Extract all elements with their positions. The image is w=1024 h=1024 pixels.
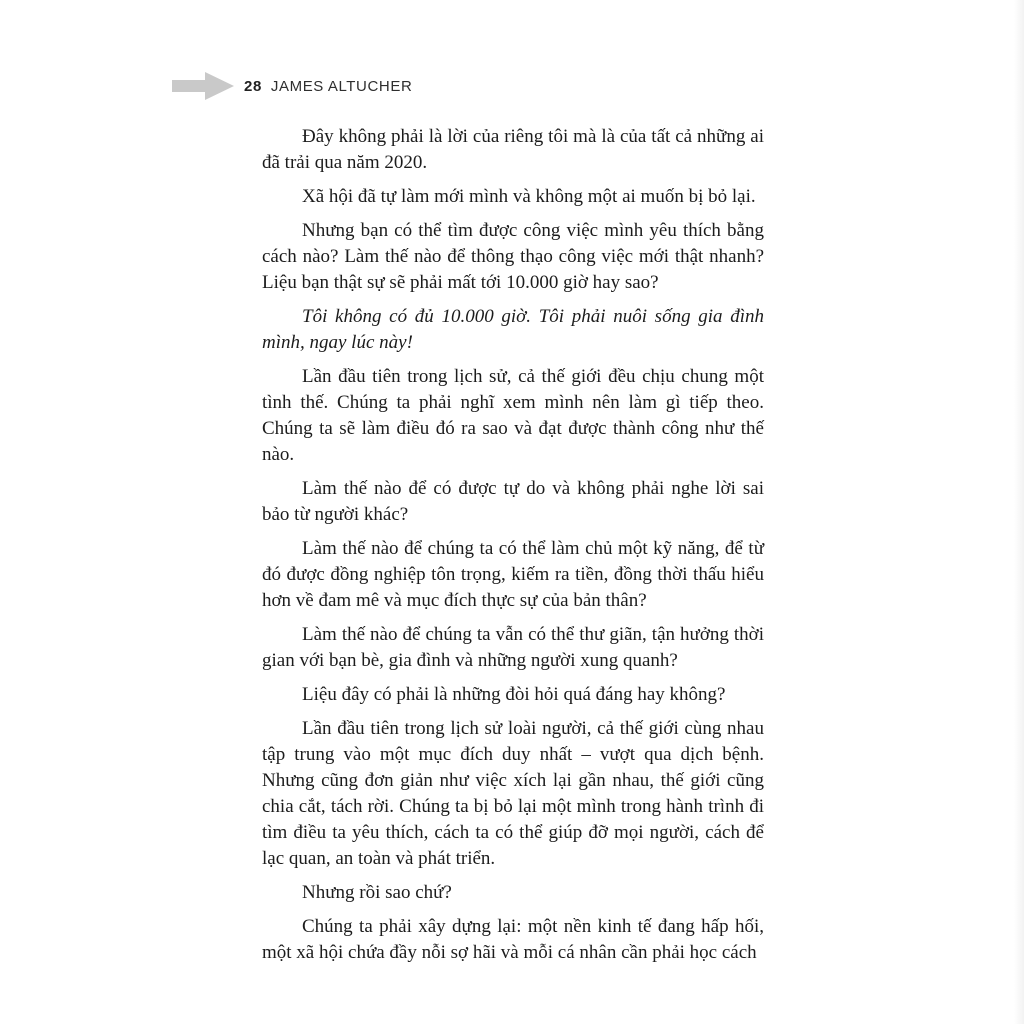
paragraph: Làm thế nào để chúng ta vẫn có thể thư giãn, tận hưởng thời gian với bạn bè, gia đình và những người xung quanh? (262, 624, 764, 671)
paragraph: Làm thế nào để có được tự do và không phải nghe lời sai bảo từ người khác? (262, 478, 764, 525)
paragraph: Chúng ta phải xây dựng lại: một nền kinh tế đang hấp hối, một xã hội chứa đầy nỗi sợ hãi và mỗi cá nhân cần phải học cách (262, 916, 764, 963)
paragraph: Liệu đây có phải là những đòi hỏi quá đáng hay không? (302, 684, 726, 705)
paragraph: Lần đầu tiên trong lịch sử loài người, cả thế giới cùng nhau tập trung vào một mục đích duy nhất – vượt qua dịch bệnh. Nhưng cũng đơn giản như việc xích lại gần nhau, thế giới cũng chia cắt, tách rời. Chúng ta bị bỏ lại một mình trong hành trình đi tìm điều ta yêu thích, cách ta có thể giúp đỡ mọi người, cách để lạc quan, an toàn và phát triển. (262, 718, 764, 869)
header-text (244, 78, 412, 95)
right-arrow-icon (172, 71, 234, 101)
running-head-title: JAMES ALTUCHER (270, 77, 413, 95)
paragraph: Lần đầu tiên trong lịch sử, cả thế giới đều chịu chung một tình thế. Chúng ta phải nghĩ xem mình nên làm gì tiếp theo. Chúng ta sẽ làm điều đó ra sao và đạt được thành công như thế nào. (262, 366, 764, 465)
paragraph: Xã hội đã tự làm mới mình và không một ai muốn bị bỏ lại. (302, 186, 756, 207)
paragraph-italic-quote: Tôi không có đủ 10.000 giờ. Tôi phải nuôi sống gia đình mình, ngay lúc này! (262, 306, 764, 353)
page-number: 28 (244, 77, 262, 95)
paragraph: Làm thế nào để chúng ta có thể làm chủ một kỹ năng, để từ đó được đồng nghiệp tôn trọng, kiếm ra tiền, đồng thời thấu hiểu hơn về đam mê và mục đích thực sự của bản thân? (262, 538, 764, 611)
paragraph: Đây không phải là lời của riêng tôi mà là của tất cả những ai đã trải qua năm 2020. (262, 126, 764, 173)
scan-edge-shadow (1014, 0, 1024, 1024)
running-header (172, 70, 412, 102)
paragraph: Nhưng rồi sao chứ? (302, 882, 452, 903)
page-body (262, 124, 764, 974)
paragraph: Nhưng bạn có thể tìm được công việc mình yêu thích bằng cách nào? Làm thế nào để thông thạo công việc mới thật nhanh? Liệu bạn thật sự sẽ phải mất tới 10.000 giờ hay sao? (262, 220, 764, 293)
